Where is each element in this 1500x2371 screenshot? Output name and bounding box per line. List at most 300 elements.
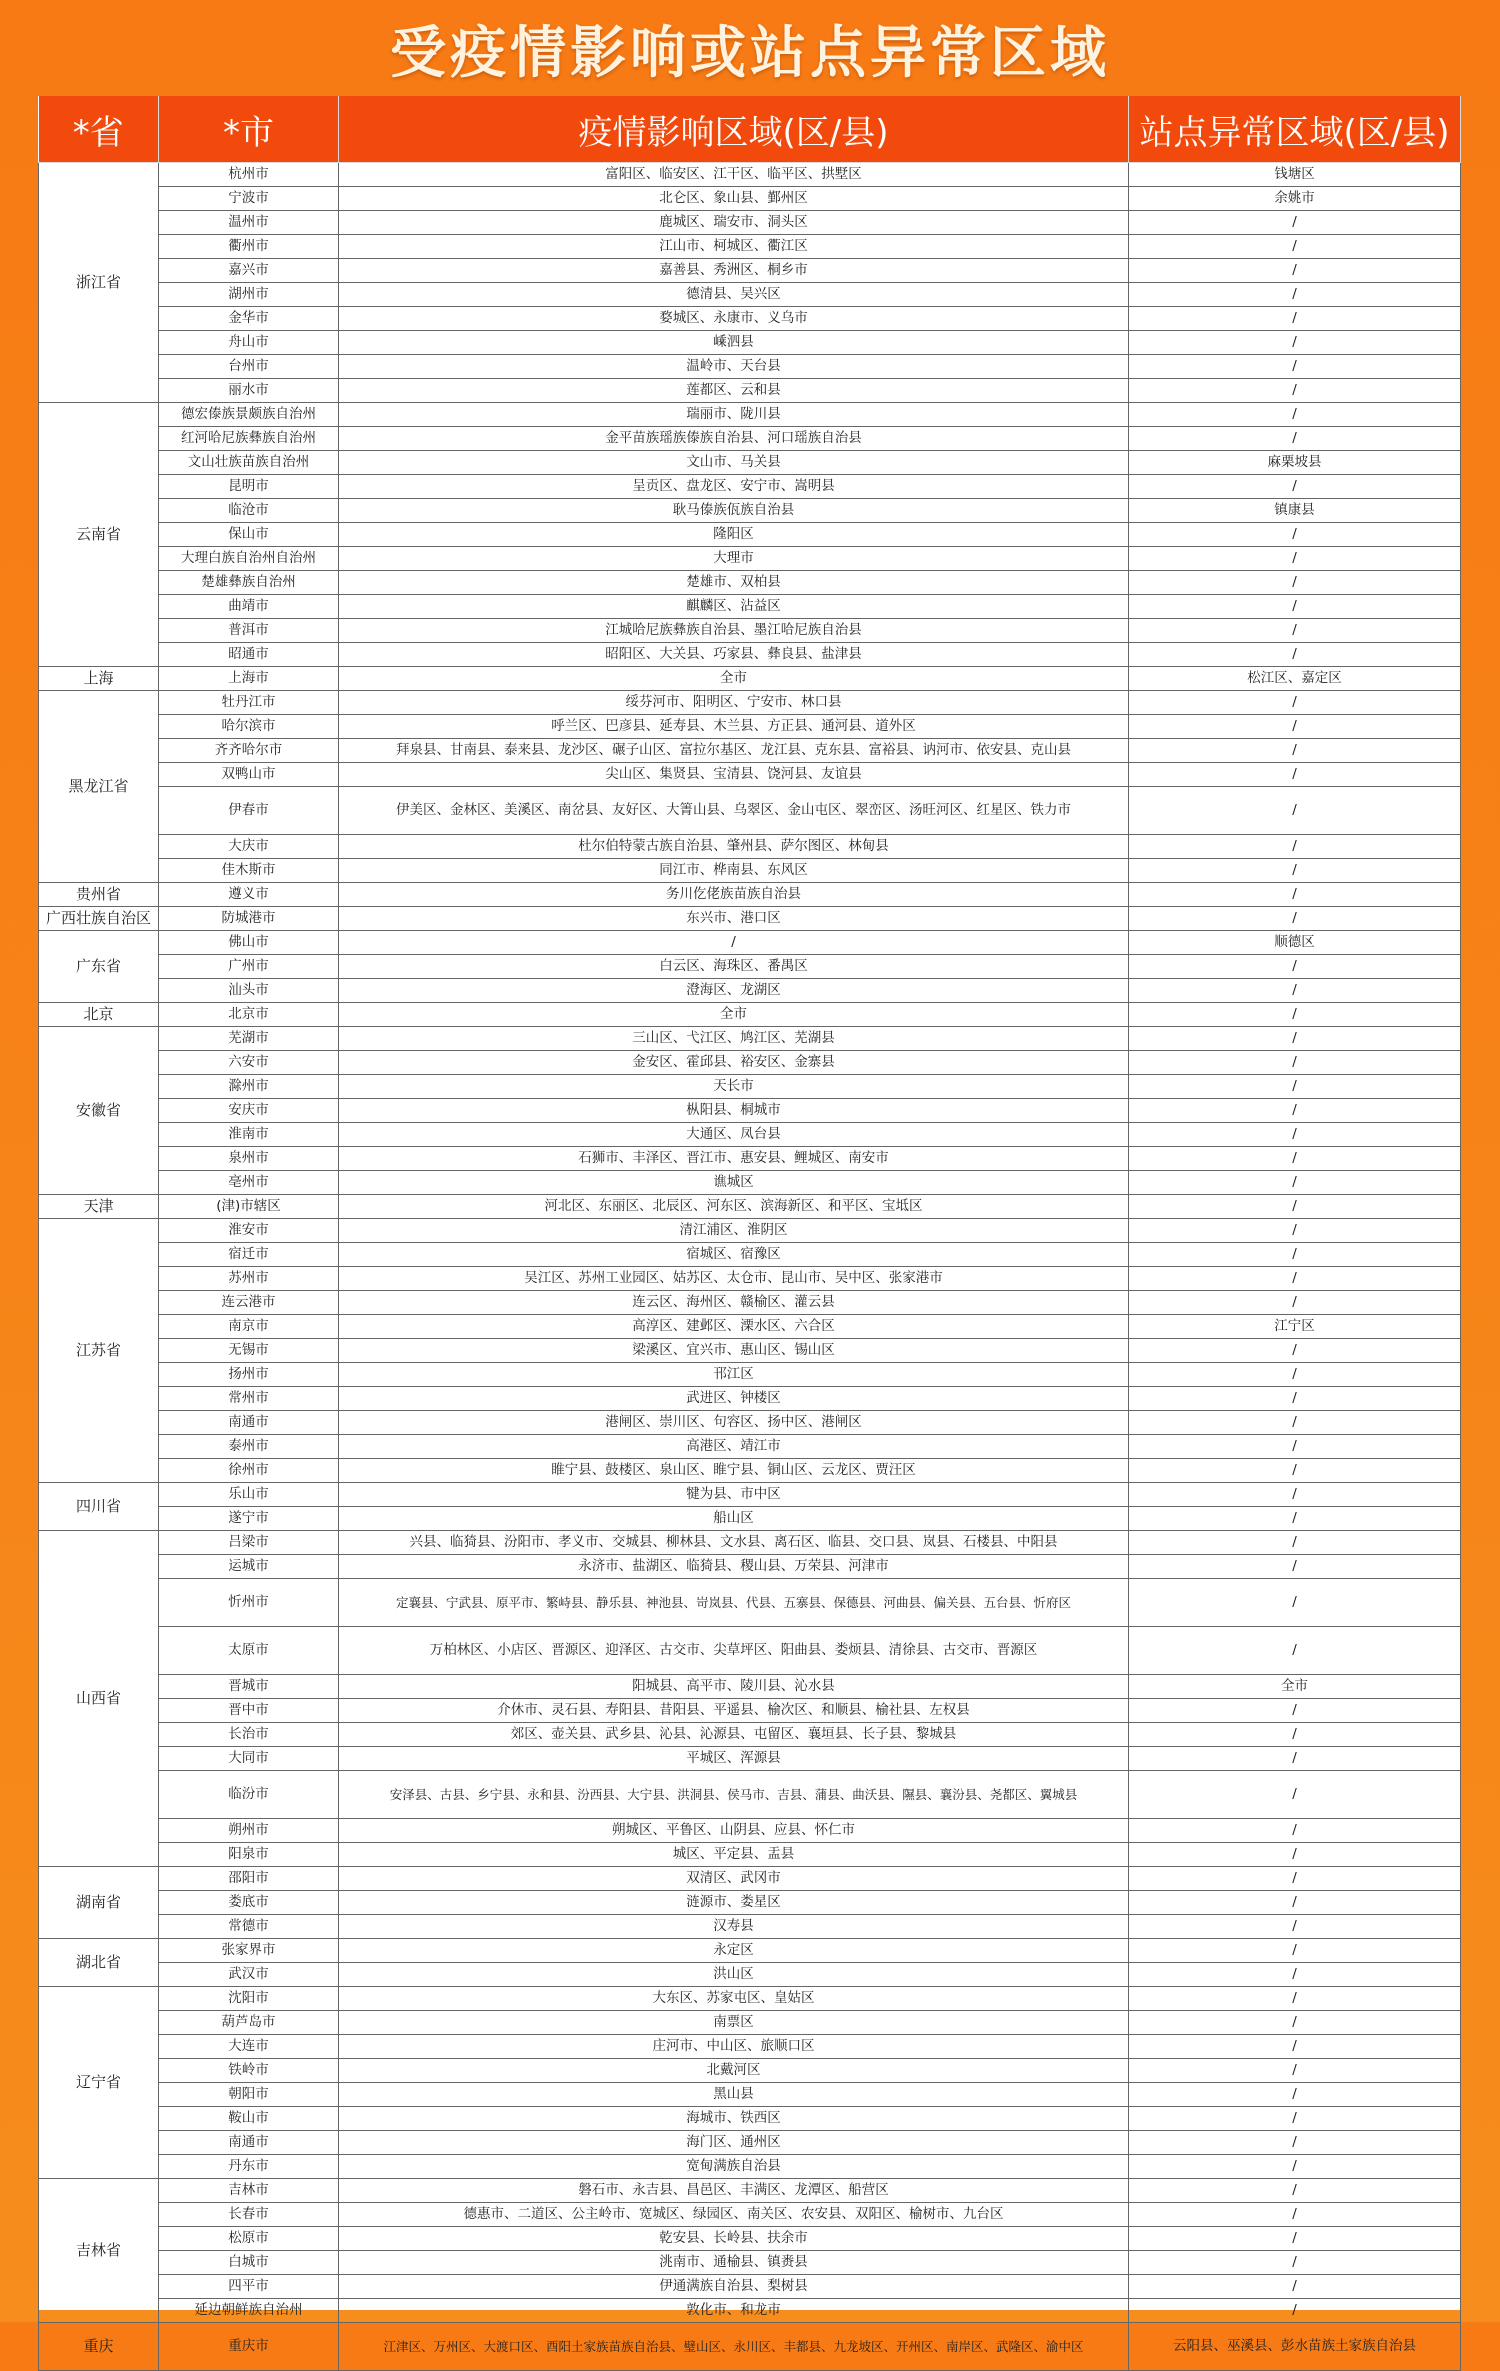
city-cell: 乐山市	[159, 1483, 339, 1507]
site-abnormal-cell: 云阳县、巫溪县、彭水苗族土家族自治县	[1129, 2323, 1461, 2371]
table-row	[39, 1723, 1461, 1747]
table-row	[39, 1195, 1461, 1219]
epidemic-area-cell: 伊美区、金林区、美溪区、南岔县、友好区、大箐山县、乌翠区、金山屯区、翠峦区、汤旺河区、红星区、铁力市	[339, 787, 1129, 835]
site-abnormal-cell: /	[1129, 2299, 1461, 2323]
table-row	[39, 187, 1461, 211]
city-cell: 滁州市	[159, 1075, 339, 1099]
table-row	[39, 907, 1461, 931]
city-cell: 四平市	[159, 2275, 339, 2299]
epidemic-area-cell: 宿城区、宿豫区	[339, 1243, 1129, 1267]
epidemic-area-cell: 富阳区、临安区、江干区、临平区、拱墅区	[339, 163, 1129, 187]
site-abnormal-cell: /	[1129, 907, 1461, 931]
table-row	[39, 1939, 1461, 1963]
province-cell: 广东省	[39, 931, 159, 1003]
city-cell: 丹东市	[159, 2155, 339, 2179]
epidemic-area-cell: 石狮市、丰泽区、晋江市、惠安县、鲤城区、南安市	[339, 1147, 1129, 1171]
epidemic-area-cell: 磐石市、永吉县、昌邑区、丰满区、龙潭区、船营区	[339, 2179, 1129, 2203]
city-cell: 葫芦岛市	[159, 2011, 339, 2035]
city-cell: 邵阳市	[159, 1867, 339, 1891]
epidemic-area-cell: 麒麟区、沾益区	[339, 595, 1129, 619]
table-row	[39, 1147, 1461, 1171]
city-cell: 安庆市	[159, 1099, 339, 1123]
site-abnormal-cell: 全市	[1129, 1675, 1461, 1699]
city-cell: 临汾市	[159, 1771, 339, 1819]
epidemic-area-cell: 江津区、万州区、大渡口区、酉阳土家族苗族自治县、璧山区、永川区、丰都县、九龙坡区、开州区、南岸区、武隆区、渝中区	[339, 2323, 1129, 2371]
city-cell: 宿迁市	[159, 1243, 339, 1267]
site-abnormal-cell: /	[1129, 259, 1461, 283]
epidemic-area-cell: 港闸区、崇川区、句容区、扬中区、港闸区	[339, 1411, 1129, 1435]
table-row	[39, 931, 1461, 955]
epidemic-area-cell: 伊通满族自治县、梨树县	[339, 2275, 1129, 2299]
epidemic-area-cell: 文山市、马关县	[339, 451, 1129, 475]
city-cell: 德宏傣族景颇族自治州	[159, 403, 339, 427]
site-abnormal-cell: /	[1129, 1075, 1461, 1099]
table-row	[39, 1843, 1461, 1867]
site-abnormal-cell: /	[1129, 1483, 1461, 1507]
epidemic-area-cell: 白云区、海珠区、番禺区	[339, 955, 1129, 979]
table-row	[39, 355, 1461, 379]
site-abnormal-cell: /	[1129, 1195, 1461, 1219]
site-abnormal-cell: /	[1129, 355, 1461, 379]
city-cell: 运城市	[159, 1555, 339, 1579]
site-abnormal-cell: /	[1129, 211, 1461, 235]
city-cell: 舟山市	[159, 331, 339, 355]
epidemic-area-cell: 南票区	[339, 2011, 1129, 2035]
epidemic-area-cell: 洪山区	[339, 1963, 1129, 1987]
table-row	[39, 163, 1461, 187]
table-row	[39, 1819, 1461, 1843]
table-row	[39, 2155, 1461, 2179]
epidemic-area-cell: 河北区、东丽区、北辰区、河东区、滨海新区、和平区、宝坻区	[339, 1195, 1129, 1219]
epidemic-area-cell: 全市	[339, 1003, 1129, 1027]
site-abnormal-cell: /	[1129, 1291, 1461, 1315]
city-cell: 晋中市	[159, 1699, 339, 1723]
epidemic-area-cell: /	[339, 931, 1129, 955]
city-cell: 大庆市	[159, 835, 339, 859]
table-row	[39, 571, 1461, 595]
page-title: 受疫情影响或站点异常区域	[390, 21, 1110, 86]
site-abnormal-cell: /	[1129, 1363, 1461, 1387]
site-abnormal-cell: /	[1129, 979, 1461, 1003]
city-cell: 常州市	[159, 1387, 339, 1411]
epidemic-area-cell: 东兴市、港口区	[339, 907, 1129, 931]
city-cell: 武汉市	[159, 1963, 339, 1987]
city-cell: 丽水市	[159, 379, 339, 403]
city-cell: 淮安市	[159, 1219, 339, 1243]
site-abnormal-cell: /	[1129, 1459, 1461, 1483]
table-row	[39, 1075, 1461, 1099]
table-row	[39, 307, 1461, 331]
city-cell: 泉州市	[159, 1147, 339, 1171]
city-cell: 吕梁市	[159, 1531, 339, 1555]
city-cell: 鞍山市	[159, 2107, 339, 2131]
city-cell: 台州市	[159, 355, 339, 379]
epidemic-area-cell: 吴江区、苏州工业园区、姑苏区、太仓市、昆山市、吴中区、张家港市	[339, 1267, 1129, 1291]
province-cell: 重庆	[39, 2323, 159, 2371]
site-abnormal-cell: /	[1129, 1507, 1461, 1531]
site-abnormal-cell: /	[1129, 1411, 1461, 1435]
city-cell: 金华市	[159, 307, 339, 331]
epidemic-area-cell: 莲都区、云和县	[339, 379, 1129, 403]
table-row	[39, 1867, 1461, 1891]
city-cell: 普洱市	[159, 619, 339, 643]
epidemic-area-cell: 三山区、弋江区、鸠江区、芜湖县	[339, 1027, 1129, 1051]
city-cell: 泰州市	[159, 1435, 339, 1459]
table-row	[39, 1219, 1461, 1243]
city-cell: 伊春市	[159, 787, 339, 835]
table-row	[39, 1579, 1461, 1627]
epidemic-area-cell: 金安区、霍邱县、裕安区、金寨县	[339, 1051, 1129, 1075]
city-cell: 嘉兴市	[159, 259, 339, 283]
epidemic-area-cell: 万柏林区、小店区、晋源区、迎泽区、古交市、尖草坪区、阳曲县、娄烦县、清徐县、古交市、晋源区	[339, 1627, 1129, 1675]
site-abnormal-cell: /	[1129, 2059, 1461, 2083]
table-row	[39, 1507, 1461, 1531]
site-abnormal-cell: /	[1129, 739, 1461, 763]
table-row	[39, 2227, 1461, 2251]
epidemic-area-cell: 连云区、海州区、赣榆区、灌云县	[339, 1291, 1129, 1315]
epidemic-area-cell: 乾安县、长岭县、扶余市	[339, 2227, 1129, 2251]
city-cell: 扬州市	[159, 1363, 339, 1387]
site-abnormal-cell: /	[1129, 571, 1461, 595]
city-cell: 红河哈尼族彝族自治州	[159, 427, 339, 451]
city-cell: 延边朝鲜族自治州	[159, 2299, 339, 2323]
epidemic-area-cell: 双清区、武冈市	[339, 1867, 1129, 1891]
table-row	[39, 235, 1461, 259]
table-row	[39, 1891, 1461, 1915]
site-abnormal-cell: /	[1129, 715, 1461, 739]
table-row	[39, 2323, 1461, 2371]
city-cell: 连云港市	[159, 1291, 339, 1315]
site-abnormal-cell: /	[1129, 1123, 1461, 1147]
city-cell: 长春市	[159, 2203, 339, 2227]
province-cell: 山西省	[39, 1531, 159, 1867]
table-row	[39, 1027, 1461, 1051]
table-row	[39, 595, 1461, 619]
epidemic-area-cell: 郊区、壶关县、武乡县、沁县、沁源县、屯留区、襄垣县、长子县、黎城县	[339, 1723, 1129, 1747]
table-row	[39, 451, 1461, 475]
table-row	[39, 1675, 1461, 1699]
province-cell: 湖南省	[39, 1867, 159, 1939]
epidemic-area-cell: 耿马傣族佤族自治县	[339, 499, 1129, 523]
epidemic-area-cell: 同江市、桦南县、东风区	[339, 859, 1129, 883]
table-row	[39, 883, 1461, 907]
site-abnormal-cell: 镇康县	[1129, 499, 1461, 523]
table-row	[39, 1459, 1461, 1483]
site-abnormal-cell: /	[1129, 2275, 1461, 2299]
site-abnormal-cell: /	[1129, 619, 1461, 643]
epidemic-area-cell: 汉寿县	[339, 1915, 1129, 1939]
epidemic-area-cell: 务川仡佬族苗族自治县	[339, 883, 1129, 907]
table-row	[39, 2203, 1461, 2227]
city-cell: 牡丹江市	[159, 691, 339, 715]
table-body	[39, 163, 1461, 2371]
table-row	[39, 643, 1461, 667]
table-row	[39, 619, 1461, 643]
site-abnormal-cell: /	[1129, 2179, 1461, 2203]
epidemic-area-cell: 大理市	[339, 547, 1129, 571]
epidemic-area-cell: 大东区、苏家屯区、皇姑区	[339, 1987, 1129, 2011]
site-abnormal-cell: /	[1129, 1339, 1461, 1363]
epidemic-area-cell: 洮南市、通榆县、镇赉县	[339, 2251, 1129, 2275]
table-row	[39, 763, 1461, 787]
epidemic-area-cell: 船山区	[339, 1507, 1129, 1531]
table-row	[39, 1339, 1461, 1363]
site-abnormal-cell: 麻栗坡县	[1129, 451, 1461, 475]
city-cell: 文山壮族苗族自治州	[159, 451, 339, 475]
epidemic-area-cell: 庄河市、中山区、旅顺口区	[339, 2035, 1129, 2059]
site-abnormal-cell: /	[1129, 1387, 1461, 1411]
table-row	[39, 1555, 1461, 1579]
table-row	[39, 1963, 1461, 1987]
table-row	[39, 1411, 1461, 1435]
epidemic-area-cell: 清江浦区、淮阴区	[339, 1219, 1129, 1243]
table-row	[39, 1243, 1461, 1267]
table-row	[39, 2299, 1461, 2323]
epidemic-area-cell: 阳城县、高平市、陵川县、沁水县	[339, 1675, 1129, 1699]
table-row	[39, 2011, 1461, 2035]
site-abnormal-cell: /	[1129, 1099, 1461, 1123]
site-abnormal-cell: /	[1129, 523, 1461, 547]
epidemic-area-cell: 犍为县、市中区	[339, 1483, 1129, 1507]
epidemic-area-cell: 敦化市、和龙市	[339, 2299, 1129, 2323]
table-row	[39, 1627, 1461, 1675]
site-abnormal-cell: /	[1129, 379, 1461, 403]
site-abnormal-cell: /	[1129, 1219, 1461, 1243]
table-row	[39, 2107, 1461, 2131]
city-cell: 大理白族自治州自治州	[159, 547, 339, 571]
epidemic-area-cell: 介休市、灵石县、寿阳县、昔阳县、平遥县、榆次区、和顺县、榆社县、左权县	[339, 1699, 1129, 1723]
epidemic-area-cell: 呼兰区、巴彦县、延寿县、木兰县、方正县、通河县、道外区	[339, 715, 1129, 739]
table-row	[39, 667, 1461, 691]
city-cell: 临沧市	[159, 499, 339, 523]
province-cell: 云南省	[39, 403, 159, 667]
table-row	[39, 283, 1461, 307]
table-row	[39, 1267, 1461, 1291]
city-cell: 北京市	[159, 1003, 339, 1027]
site-abnormal-cell: /	[1129, 643, 1461, 667]
epidemic-area-cell: 呈贡区、盘龙区、安宁市、嵩明县	[339, 475, 1129, 499]
epidemic-area-cell: 德清县、吴兴区	[339, 283, 1129, 307]
epidemic-area-cell: 谯城区	[339, 1171, 1129, 1195]
table-row	[39, 475, 1461, 499]
city-cell: 遂宁市	[159, 1507, 339, 1531]
epidemic-area-cell: 绥芬河市、阳明区、宁安市、林口县	[339, 691, 1129, 715]
site-abnormal-cell: /	[1129, 1963, 1461, 1987]
site-abnormal-cell: /	[1129, 2011, 1461, 2035]
table-row	[39, 1747, 1461, 1771]
site-abnormal-cell: /	[1129, 691, 1461, 715]
site-abnormal-cell: /	[1129, 955, 1461, 979]
epidemic-area-cell: 黑山县	[339, 2083, 1129, 2107]
site-abnormal-cell: /	[1129, 787, 1461, 835]
province-cell: 辽宁省	[39, 1987, 159, 2179]
city-cell: 大连市	[159, 2035, 339, 2059]
epidemic-area-cell: 鹿城区、瑞安市、洞头区	[339, 211, 1129, 235]
city-cell: 南京市	[159, 1315, 339, 1339]
city-cell: 阳泉市	[159, 1843, 339, 1867]
city-cell: 吉林市	[159, 2179, 339, 2203]
city-cell: 双鸭山市	[159, 763, 339, 787]
epidemic-area-cell: 婺城区、永康市、义乌市	[339, 307, 1129, 331]
site-abnormal-cell: /	[1129, 331, 1461, 355]
site-abnormal-cell: /	[1129, 1555, 1461, 1579]
city-cell: 六安市	[159, 1051, 339, 1075]
site-abnormal-cell: /	[1129, 1843, 1461, 1867]
epidemic-area-cell: 朔城区、平鲁区、山阴县、应县、怀仁市	[339, 1819, 1129, 1843]
city-cell: 白城市	[159, 2251, 339, 2275]
site-abnormal-cell: /	[1129, 763, 1461, 787]
epidemic-area-cell: 高港区、靖江市	[339, 1435, 1129, 1459]
epidemic-area-cell: 永济市、盐湖区、临猗县、稷山县、万荣县、河津市	[339, 1555, 1129, 1579]
site-abnormal-cell: /	[1129, 547, 1461, 571]
province-cell: 上海	[39, 667, 159, 691]
city-cell: 芜湖市	[159, 1027, 339, 1051]
site-abnormal-cell: /	[1129, 1939, 1461, 1963]
epidemic-area-cell: 北戴河区	[339, 2059, 1129, 2083]
epidemic-area-cell: 尖山区、集贤县、宝清县、饶河县、友谊县	[339, 763, 1129, 787]
table-row	[39, 2275, 1461, 2299]
table-row	[39, 1363, 1461, 1387]
table-row	[39, 2059, 1461, 2083]
epidemic-area-cell: 城区、平定县、盂县	[339, 1843, 1129, 1867]
site-abnormal-cell: /	[1129, 1819, 1461, 1843]
city-cell: 佛山市	[159, 931, 339, 955]
city-cell: 楚雄彝族自治州	[159, 571, 339, 595]
epidemic-area-cell: 平城区、浑源县	[339, 1747, 1129, 1771]
epidemic-area-cell: 海城市、铁西区	[339, 2107, 1129, 2131]
table-header-row	[39, 96, 1461, 163]
city-cell: 重庆市	[159, 2323, 339, 2371]
site-abnormal-cell: /	[1129, 283, 1461, 307]
site-abnormal-cell: /	[1129, 1171, 1461, 1195]
epidemic-area-cell: 昭阳区、大关县、巧家县、彝良县、盐津县	[339, 643, 1129, 667]
site-abnormal-cell: /	[1129, 307, 1461, 331]
site-abnormal-cell: /	[1129, 403, 1461, 427]
site-abnormal-cell: 江宁区	[1129, 1315, 1461, 1339]
site-abnormal-cell: /	[1129, 1267, 1461, 1291]
city-cell: 齐齐哈尔市	[159, 739, 339, 763]
epidemic-area-cell: 北仑区、象山县、鄞州区	[339, 187, 1129, 211]
city-cell: 遵义市	[159, 883, 339, 907]
site-abnormal-cell: /	[1129, 1027, 1461, 1051]
province-cell: 天津	[39, 1195, 159, 1219]
table-row	[39, 403, 1461, 427]
city-cell: 大同市	[159, 1747, 339, 1771]
epidemic-area-cell: 海门区、通州区	[339, 2131, 1129, 2155]
table-row	[39, 739, 1461, 763]
epidemic-area-cell: 澄海区、龙湖区	[339, 979, 1129, 1003]
site-abnormal-cell: 松江区、嘉定区	[1129, 667, 1461, 691]
site-abnormal-cell: /	[1129, 1003, 1461, 1027]
city-cell: 徐州市	[159, 1459, 339, 1483]
header-city: *市	[159, 96, 339, 163]
city-cell: (津)市辖区	[159, 1195, 339, 1219]
province-cell: 北京	[39, 1003, 159, 1027]
city-cell: 佳木斯市	[159, 859, 339, 883]
city-cell: 朔州市	[159, 1819, 339, 1843]
city-cell: 昆明市	[159, 475, 339, 499]
site-abnormal-cell: /	[1129, 235, 1461, 259]
table-row	[39, 523, 1461, 547]
city-cell: 朝阳市	[159, 2083, 339, 2107]
site-abnormal-cell: /	[1129, 1243, 1461, 1267]
province-cell: 浙江省	[39, 163, 159, 403]
epidemic-area-cell: 永定区	[339, 1939, 1129, 1963]
table-row	[39, 1771, 1461, 1819]
site-abnormal-cell: /	[1129, 883, 1461, 907]
epidemic-area-cell: 天长市	[339, 1075, 1129, 1099]
table-row	[39, 979, 1461, 1003]
table-sheet	[38, 96, 1460, 2355]
table-row	[39, 547, 1461, 571]
province-cell: 贵州省	[39, 883, 159, 907]
site-abnormal-cell: /	[1129, 1891, 1461, 1915]
table-row	[39, 1915, 1461, 1939]
city-cell: 娄底市	[159, 1891, 339, 1915]
epidemic-area-cell: 江城哈尼族彝族自治县、墨江哈尼族自治县	[339, 619, 1129, 643]
header-province: *省	[39, 96, 159, 163]
epidemic-area-cell: 德惠市、二道区、公主岭市、宽城区、绿园区、南关区、农安县、双阳区、榆树市、九台区	[339, 2203, 1129, 2227]
city-cell: 汕头市	[159, 979, 339, 1003]
epidemic-area-cell: 高淳区、建邺区、溧水区、六合区	[339, 1315, 1129, 1339]
site-abnormal-cell: /	[1129, 475, 1461, 499]
site-abnormal-cell: /	[1129, 1579, 1461, 1627]
epidemic-area-cell: 全市	[339, 667, 1129, 691]
site-abnormal-cell: /	[1129, 1723, 1461, 1747]
city-cell: 哈尔滨市	[159, 715, 339, 739]
epidemic-area-cell: 枞阳县、桐城市	[339, 1099, 1129, 1123]
table-row	[39, 1315, 1461, 1339]
city-cell: 沈阳市	[159, 1987, 339, 2011]
table-row	[39, 1531, 1461, 1555]
site-abnormal-cell: 钱塘区	[1129, 163, 1461, 187]
header-epidemic-area: 疫情影响区域(区/县)	[339, 96, 1129, 163]
site-abnormal-cell: /	[1129, 1627, 1461, 1675]
city-cell: 长治市	[159, 1723, 339, 1747]
site-abnormal-cell: /	[1129, 1147, 1461, 1171]
province-cell: 四川省	[39, 1483, 159, 1531]
city-cell: 亳州市	[159, 1171, 339, 1195]
province-cell: 江苏省	[39, 1219, 159, 1483]
site-abnormal-cell: /	[1129, 1051, 1461, 1075]
epidemic-area-cell: 江山市、柯城区、衢江区	[339, 235, 1129, 259]
site-abnormal-cell: /	[1129, 2131, 1461, 2155]
city-cell: 广州市	[159, 955, 339, 979]
table-row	[39, 2179, 1461, 2203]
table-row	[39, 1387, 1461, 1411]
site-abnormal-cell: /	[1129, 2083, 1461, 2107]
city-cell: 湖州市	[159, 283, 339, 307]
city-cell: 防城港市	[159, 907, 339, 931]
site-abnormal-cell: /	[1129, 2155, 1461, 2179]
city-cell: 宁波市	[159, 187, 339, 211]
city-cell: 晋城市	[159, 1675, 339, 1699]
site-abnormal-cell: /	[1129, 595, 1461, 619]
site-abnormal-cell: /	[1129, 1867, 1461, 1891]
site-abnormal-cell: /	[1129, 1435, 1461, 1459]
epidemic-area-cell: 安泽县、古县、乡宁县、永和县、汾西县、大宁县、洪洞县、侯马市、吉县、蒲县、曲沃县、隰县、襄汾县、尧都区、翼城县	[339, 1771, 1129, 1819]
table-row	[39, 835, 1461, 859]
table-row	[39, 379, 1461, 403]
table-row	[39, 2131, 1461, 2155]
table-row	[39, 691, 1461, 715]
city-cell: 温州市	[159, 211, 339, 235]
table-row	[39, 955, 1461, 979]
site-abnormal-cell: /	[1129, 1771, 1461, 1819]
table-row	[39, 787, 1461, 835]
epidemic-area-cell: 嘉善县、秀洲区、桐乡市	[339, 259, 1129, 283]
epidemic-area-cell: 梁溪区、宜兴市、惠山区、锡山区	[339, 1339, 1129, 1363]
